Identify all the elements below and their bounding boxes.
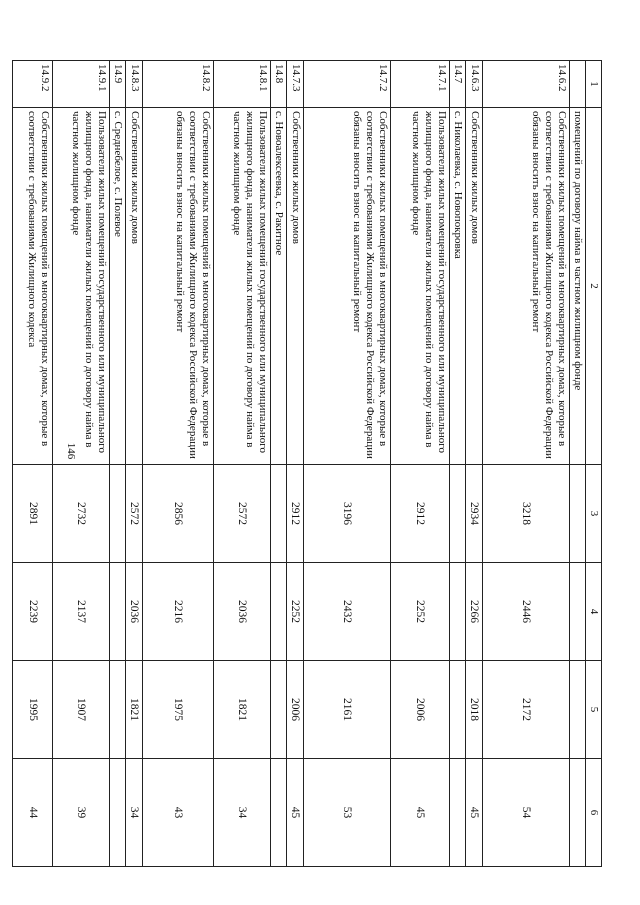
value-col-6 bbox=[570, 759, 586, 867]
value-col-3: 2912 bbox=[391, 465, 450, 563]
table-row bbox=[126, 61, 143, 867]
value-col-3: 3218 bbox=[483, 465, 570, 563]
item-description: помещений по договору найма в частном жилищном фонде bbox=[570, 108, 586, 465]
item-code: 14.7.3 bbox=[287, 61, 304, 108]
value-col-4: 2137 bbox=[53, 563, 110, 661]
item-description: Пользователи жилых помещений государственного или муниципального жилищного фонда, наниматели жилых помещений по договору найма в частном жилищном фонде bbox=[214, 108, 271, 465]
item-code bbox=[570, 61, 586, 108]
value-col-3: 3196 bbox=[304, 465, 391, 563]
value-col-5: 2161 bbox=[304, 661, 391, 759]
column-header: 6 bbox=[586, 759, 602, 867]
value-col-6: 39 bbox=[53, 759, 110, 867]
value-col-4 bbox=[110, 563, 126, 661]
table-row bbox=[214, 61, 271, 867]
value-col-3: 2934 bbox=[466, 465, 483, 563]
value-col-4: 2432 bbox=[304, 563, 391, 661]
item-description: Собственники жилых домов bbox=[466, 108, 483, 465]
column-header: 3 bbox=[586, 465, 602, 563]
value-col-4: 2266 bbox=[466, 563, 483, 661]
value-col-4: 2446 bbox=[483, 563, 570, 661]
value-col-4: 2239 bbox=[13, 563, 53, 661]
item-code: 14.7 bbox=[450, 61, 466, 108]
item-description: Собственники жилых помещений в многоквартирных домах, которые в соответствии с требованиями Жилищного кодекса bbox=[13, 108, 53, 465]
value-col-6: 43 bbox=[143, 759, 214, 867]
item-description: с. Новоалексеевка, с. Ракитное bbox=[271, 108, 287, 465]
value-col-5 bbox=[271, 661, 287, 759]
rotated-table-frame bbox=[26, 60, 602, 866]
value-col-5: 1821 bbox=[126, 661, 143, 759]
item-description: с. Николаевка, с. Новопокровка bbox=[450, 108, 466, 465]
item-description: Собственники жилых помещений в многоквартирных домах, которые в соответствии с требованиями Жилищного кодекса Российской Федерации обязаны вносить взнос на капитальный ремонт bbox=[483, 108, 570, 465]
value-col-6 bbox=[110, 759, 126, 867]
item-description: Собственники жилых помещений в многоквартирных домах, которые в соответствии с требованиями Жилищного кодекса Российской Федерации обязаны вносить взнос на капитальный ремонт bbox=[143, 108, 214, 465]
value-col-5: 1995 bbox=[13, 661, 53, 759]
table-row bbox=[271, 61, 287, 867]
value-col-5: 2172 bbox=[483, 661, 570, 759]
item-code: 14.7.2 bbox=[304, 61, 391, 108]
table-row bbox=[304, 61, 391, 867]
column-header: 5 bbox=[586, 661, 602, 759]
table-row bbox=[391, 61, 450, 867]
table-row bbox=[450, 61, 466, 867]
value-col-5 bbox=[450, 661, 466, 759]
table-row bbox=[143, 61, 214, 867]
value-col-6: 44 bbox=[13, 759, 53, 867]
value-col-3 bbox=[570, 465, 586, 563]
value-col-4: 2036 bbox=[126, 563, 143, 661]
item-code: 14.6.2 bbox=[483, 61, 570, 108]
column-header: 2 bbox=[586, 108, 602, 465]
item-code: 14.8 bbox=[271, 61, 287, 108]
value-col-6: 45 bbox=[287, 759, 304, 867]
item-code: 14.7.1 bbox=[391, 61, 450, 108]
item-description: Собственники жилых домов bbox=[126, 108, 143, 465]
item-code: 14.9.2 bbox=[13, 61, 53, 108]
value-col-3 bbox=[110, 465, 126, 563]
value-col-6: 53 bbox=[304, 759, 391, 867]
item-code: 14.8.1 bbox=[214, 61, 271, 108]
value-col-6: 54 bbox=[483, 759, 570, 867]
table-row bbox=[13, 61, 53, 867]
value-col-5: 2018 bbox=[466, 661, 483, 759]
table-row bbox=[466, 61, 483, 867]
column-header: 1 bbox=[586, 61, 602, 108]
table-row bbox=[570, 61, 586, 867]
table-row bbox=[110, 61, 126, 867]
value-col-4: 2216 bbox=[143, 563, 214, 661]
value-col-5 bbox=[110, 661, 126, 759]
item-description: Собственники жилых домов bbox=[287, 108, 304, 465]
item-description: с. Среднебелое, с. Полевое bbox=[110, 108, 126, 465]
value-col-3: 2891 bbox=[13, 465, 53, 563]
value-col-5: 1821 bbox=[214, 661, 271, 759]
value-col-5: 1907 bbox=[53, 661, 110, 759]
table-row bbox=[287, 61, 304, 867]
value-col-6 bbox=[450, 759, 466, 867]
item-description: Пользователи жилых помещений государственного или муниципального жилищного фонда, наниматели жилых помещений по договору найма в частном жилищном фонде bbox=[53, 108, 110, 465]
value-col-5: 1975 bbox=[143, 661, 214, 759]
item-code: 14.9.1 bbox=[53, 61, 110, 108]
value-col-3: 2572 bbox=[126, 465, 143, 563]
value-col-3: 2856 bbox=[143, 465, 214, 563]
table-row bbox=[53, 61, 110, 867]
value-col-4: 2252 bbox=[391, 563, 450, 661]
column-header: 4 bbox=[586, 563, 602, 661]
item-code: 14.6.3 bbox=[466, 61, 483, 108]
table-row bbox=[483, 61, 570, 867]
value-col-3: 2572 bbox=[214, 465, 271, 563]
value-col-3: 2912 bbox=[287, 465, 304, 563]
value-col-3: 2732 bbox=[53, 465, 110, 563]
value-col-6: 34 bbox=[214, 759, 271, 867]
item-description: Собственники жилых помещений в многоквартирных домах, которые в соответствии с требованиями Жилищного кодекса Российской Федерации обязаны вносить взнос на капитальный ремонт bbox=[304, 108, 391, 465]
page-number: 146 bbox=[65, 442, 77, 460]
value-col-3 bbox=[271, 465, 287, 563]
value-col-6: 34 bbox=[126, 759, 143, 867]
item-code: 14.9 bbox=[110, 61, 126, 108]
header-row bbox=[586, 61, 602, 867]
value-col-4 bbox=[271, 563, 287, 661]
value-col-5: 2006 bbox=[287, 661, 304, 759]
tariff-table bbox=[12, 60, 602, 867]
value-col-3 bbox=[450, 465, 466, 563]
value-col-6: 45 bbox=[391, 759, 450, 867]
value-col-5 bbox=[570, 661, 586, 759]
item-code: 14.8.3 bbox=[126, 61, 143, 108]
value-col-4 bbox=[570, 563, 586, 661]
item-code: 14.8.2 bbox=[143, 61, 214, 108]
value-col-6: 45 bbox=[466, 759, 483, 867]
value-col-4: 2252 bbox=[287, 563, 304, 661]
value-col-5: 2006 bbox=[391, 661, 450, 759]
value-col-6 bbox=[271, 759, 287, 867]
value-col-4 bbox=[450, 563, 466, 661]
value-col-4: 2036 bbox=[214, 563, 271, 661]
item-description: Пользователи жилых помещений государственного или муниципального жилищного фонда, наниматели жилых помещений по договору найма в частном жилищном фонде bbox=[391, 108, 450, 465]
